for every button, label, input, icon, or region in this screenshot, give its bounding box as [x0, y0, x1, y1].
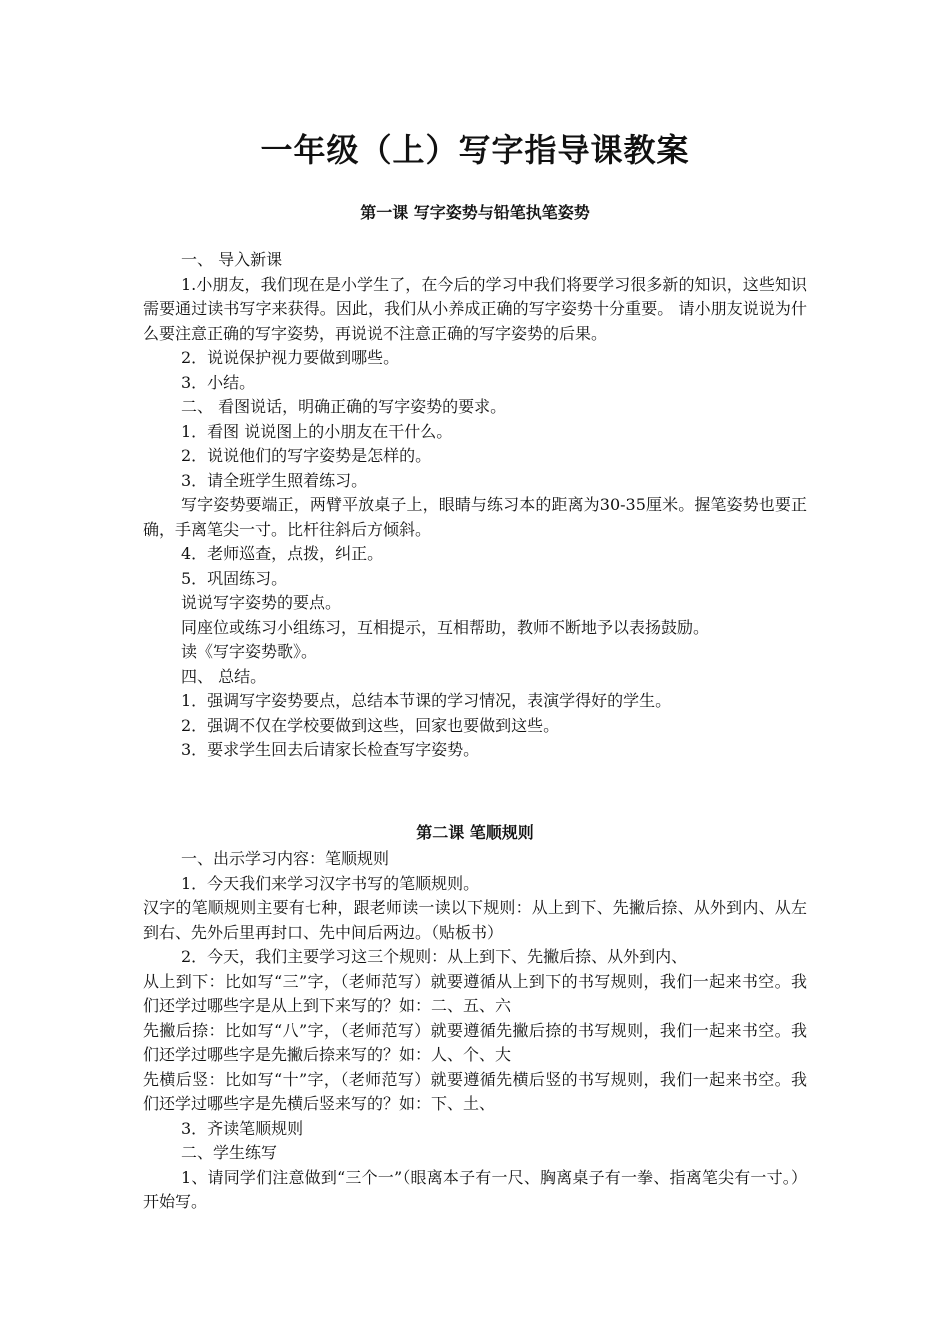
lesson1-title: 第一课 写字姿势与铅笔执笔姿势 [360, 203, 590, 222]
paragraph: 读《写字姿势歌》。 [181, 642, 318, 661]
paragraph: 5．巩固练习。 [181, 568, 288, 588]
paragraph: 3．小结。 [181, 372, 256, 392]
paragraph: 从上到下：比如写“三”字，（老师范写）就要遵循从上到下的书写规则，我们一起来书空。我们还学过哪些字是从上到下来写的？如：二、五、六 [143, 971, 807, 1015]
paragraph: 3．要求学生回去后请家长检查写字姿势。 [181, 740, 480, 759]
paragraph: 1．今天我们来学习汉字书写的笔顺规则。 [181, 873, 480, 893]
section-heading: 一、 导入新课 [181, 250, 283, 269]
lesson2-title: 第二课 笔顺规则 [416, 823, 534, 842]
paragraph: 1、请同学们注意做到“三个一”（眼离本子有一尺、胸离桌子有一拳、指离笔尖有一寸。）开始写。 [143, 1167, 807, 1211]
lesson2-body [143, 847, 807, 1215]
paragraph: 先横后竖：比如写“十”字，（老师范写）就要遵循先横后竖的书写规则，我们一起来书空。我们还学过哪些字是先横后竖来写的？如：下、土、 [143, 1069, 807, 1113]
paragraph: 2．说说保护视力要做到哪些。 [181, 348, 400, 367]
paragraph: 1．看图 说说图上的小朋友在干什么。 [181, 421, 453, 441]
paragraph: 同座位或练习小组练习，互相提示，互相帮助，教师不断地予以表扬鼓励。 [181, 617, 710, 637]
paragraph: 汉字的笔顺规则主要有七种，跟老师读一读以下规则：从上到下、先撇后捺、从外到内、从左到右、先外后里再封口、先中间后两边。（贴板书） [143, 898, 807, 942]
paragraph: 先撇后捺：比如写“八”字，（老师范写）就要遵循先撇后捺的书写规则，我们一起来书空。我们还学过哪些字是先撇后捺来写的？如：人、个、大 [143, 1020, 807, 1064]
paragraph: 4．老师巡查，点拨，纠正。 [181, 544, 384, 563]
paragraph: 2．今天，我们主要学习这三个规则：从上到下、先撇后捺、从外到内、 [181, 947, 688, 966]
paragraph: 2．说说他们的写字姿势是怎样的。 [181, 446, 432, 465]
paragraph: 写字姿势要端正，两臂平放桌子上，眼睛与练习本的距离为30-35厘米。握笔姿势也要正确，手离笔尖一寸。比杆往斜后方倾斜。 [143, 495, 807, 539]
section-heading: 二、 看图说话，明确正确的写字姿势的要求。 [181, 397, 507, 416]
paragraph: 1．强调写字姿势要点，总结本节课的学习情况，表演学得好的学生。 [181, 691, 672, 710]
section-heading: 一、出示学习内容：笔顺规则 [181, 849, 390, 868]
lesson1-body [143, 248, 807, 763]
paragraph: 3．齐读笔顺规则 [181, 1118, 304, 1138]
paragraph: 说说写字姿势的要点。 [181, 593, 342, 612]
document-title: 一年级（上）写字指导课教案 [260, 131, 690, 169]
section-heading: 四、 总结。 [181, 666, 267, 686]
paragraph: 1.小朋友，我们现在是小学生了，在今后的学习中我们将要学习很多新的知识，这些知识需要通过读书写字来获得。因此，我们从小养成正确的写字姿势十分重要。 请小朋友说说为什么要注意正确的写字姿势，再说说不注意正确的写字姿势的后果。 [143, 274, 807, 343]
paragraph: 3．请全班学生照着练习。 [181, 470, 368, 490]
paragraph: 2．强调不仅在学校要做到这些，回家也要做到这些。 [181, 715, 560, 735]
section-heading: 二、学生练写 [181, 1143, 278, 1162]
